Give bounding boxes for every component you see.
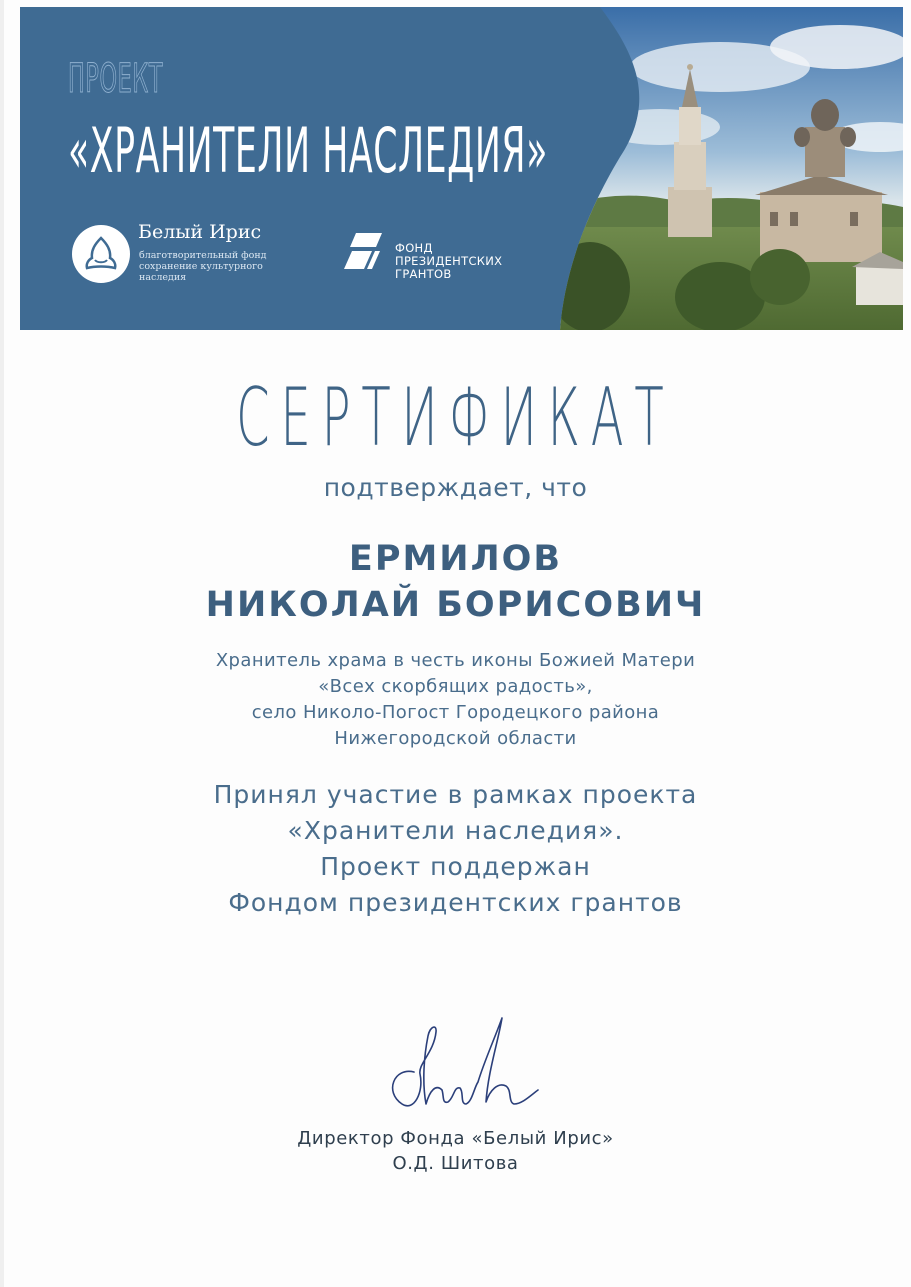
presidential-grants-fund-name: [395, 242, 545, 281]
participation-line: Фондом президентских грантов: [228, 888, 683, 917]
role-line: Нижегородской области: [334, 728, 577, 749]
handwritten-signature: [374, 1012, 544, 1122]
project-title: «ХРАНИТЕЛИ НАСЛЕДИЯ»: [68, 114, 548, 187]
participation-line: Проект поддержан: [320, 852, 591, 881]
iris-fund-description: благотворительный фонд сохранение культурного наследия: [139, 250, 267, 283]
grants-line: ФОНД: [395, 241, 433, 255]
role-line: село Николо-Погост Городецкого района: [251, 702, 660, 723]
header-banner: [20, 7, 903, 330]
signatory-title: Директор Фонда «Белый Ирис»: [297, 1128, 614, 1149]
recipient-given-names: НИКОЛАЙ БОРИСОВИЧ: [205, 585, 706, 625]
grants-line: ПРЕЗИДЕНТСКИХ: [395, 254, 503, 268]
role-line: «Всех скорбящих радость»,: [318, 676, 593, 697]
recipient-name-block: [0, 536, 911, 628]
iris-bell-icon: [71, 224, 131, 284]
signatory-name: О.Д. Шитова: [392, 1153, 519, 1174]
grants-line: ГРАНТОВ: [395, 267, 452, 281]
confirms-text: подтверждает, что: [323, 473, 588, 502]
recipient-role-block: [0, 648, 911, 752]
scan-edge: [0, 0, 4, 1287]
project-label: ПРОЕКТ: [68, 56, 164, 102]
iris-fund-name: Белый Ирис: [138, 221, 262, 243]
certificate-title-text: СЕРТИФИКАТ: [236, 371, 675, 464]
certificate-title: [0, 371, 911, 464]
participation-line: «Хранители наследия».: [287, 816, 624, 845]
participation-block: [0, 777, 911, 921]
presidential-grants-flag-icon: [342, 225, 392, 275]
recipient-surname: ЕРМИЛОВ: [348, 539, 563, 579]
signatory-block: [0, 1126, 911, 1176]
participation-line: Принял участие в рамках проекта: [213, 780, 698, 809]
role-line: Хранитель храма в честь иконы Божией Матери: [215, 650, 696, 671]
